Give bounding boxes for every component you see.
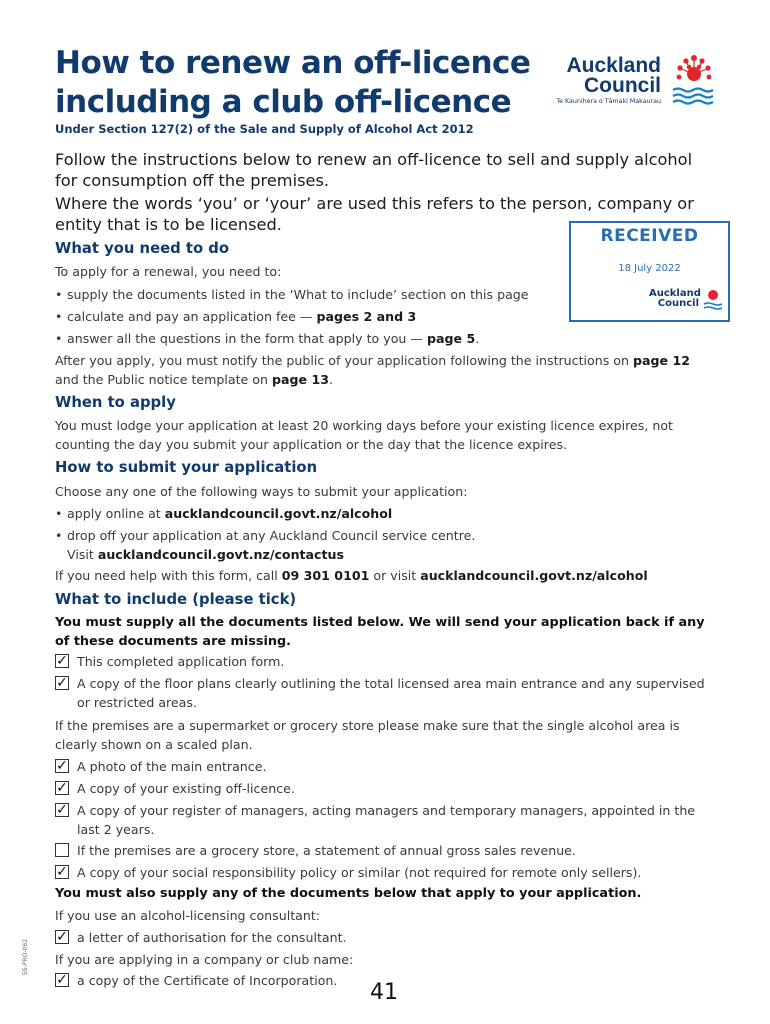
intro-paragraph-2: Where the words ‘you’ or ‘your’ are used this refers to the person, company or entity that is to be licensed. <box>55 194 694 234</box>
heading-how-to-submit: How to submit your application <box>55 459 318 476</box>
title-line-1: How to renew an off-licence <box>55 45 531 81</box>
checklist-item-authorisation-letter: ✓ a letter of authorisation for the consultant. <box>56 929 347 945</box>
submit-lead: Choose any one of the following ways to submit your application: <box>55 484 468 499</box>
stamp-title: RECEIVED <box>600 226 699 246</box>
page-title <box>55 44 530 122</box>
logo-word-auckland: Auckland <box>566 54 661 77</box>
company-lead: If you are applying in a company or club name: <box>55 952 354 967</box>
include-requirement: You must supply all the documents listed below. We will send your application back if any of these documents are missing. <box>55 615 705 649</box>
logo-word-council: Council <box>584 74 661 97</box>
checklist-item-managers-register: ✓ A copy of your register of managers, acting managers and temporary managers, appointed in the last 2 years. <box>56 802 696 837</box>
checklist-item-entrance-photo: ✓ A photo of the main entrance. <box>56 758 267 774</box>
checkbox[interactable] <box>55 843 69 857</box>
help-phone[interactable]: 09 301 0101 <box>281 568 370 583</box>
title-line-2: including a club off-licence <box>55 84 512 120</box>
list-item: • supply the documents listed in the ‘What to include’ section on this page <box>55 287 529 302</box>
list-item: • apply online at aucklandcouncil.govt.nz/alcohol <box>55 506 393 521</box>
intro-paragraph-1: Follow the instructions below to renew an off-licence to sell and supply alcohol for consumption off the premises. <box>55 150 693 190</box>
list-item: • calculate and pay an application fee — pages 2 and 3 <box>55 309 417 324</box>
stamp-flower-icon <box>702 287 724 311</box>
checkbox[interactable]: ✓ <box>56 972 68 988</box>
auckland-council-logo <box>556 52 721 110</box>
help-link[interactable]: aucklandcouncil.govt.nz/alcohol <box>420 568 648 583</box>
received-stamp <box>569 221 730 322</box>
checkbox[interactable]: ✓ <box>56 675 68 691</box>
contactus-link[interactable]: aucklandcouncil.govt.nz/contactus <box>97 547 344 562</box>
when-text: You must lodge your application at least 20 working days before your existing licence expires, not counting the day you submit your application or the day that the licence expires. <box>55 418 673 452</box>
page-subtitle: Under Section 127(2) of the Sale and Supply of Alcohol Act 2012 <box>55 122 474 136</box>
list-item: • answer all the questions in the form that apply to you — page 5. <box>55 331 480 346</box>
heading-when-to-apply: When to apply <box>55 394 176 411</box>
checklist-item-floor-plans: ✓ A copy of the floor plans clearly outlining the total licensed area main entrance and any supervised or restricted areas. <box>56 675 705 710</box>
consultant-lead: If you use an alcohol-licensing consultant: <box>55 908 321 923</box>
checkbox[interactable]: ✓ <box>56 780 68 796</box>
checklist-item-social-policy: ✓ A copy of your social responsibility policy or similar (not required for remote only sellers). <box>56 864 642 880</box>
checkbox[interactable]: ✓ <box>56 864 68 880</box>
checklist-item-existing-licence: ✓ A copy of your existing off-licence. <box>56 780 295 796</box>
what-to-do-lead: To apply for a renewal, you need to: <box>55 264 282 279</box>
alcohol-link[interactable]: aucklandcouncil.govt.nz/alcohol <box>164 506 393 521</box>
checkbox[interactable]: ✓ <box>56 758 68 774</box>
checklist-item-application-form: ✓ This completed application form. <box>56 653 285 669</box>
stamp-date: 18 July 2022 <box>618 263 681 274</box>
checkbox[interactable]: ✓ <box>56 802 68 818</box>
supermarket-note: If the premises are a supermarket or grocery store please make sure that the single alcohol area is clearly shown on a scaled plan. <box>55 718 680 752</box>
form-code: SS-PRO-062 <box>22 938 29 975</box>
heading-what-to-do: What you need to do <box>55 240 230 257</box>
pohutukawa-flower-icon <box>667 52 721 110</box>
checklist-item-gross-sales: If the premises are a grocery store, a statement of annual gross sales revenue. <box>55 841 576 860</box>
after-apply-text: After you apply, you must notify the public of your application following the instructions on page 12 and the Public notice template on page 13. <box>55 353 690 387</box>
page-number: 41 <box>370 980 398 1005</box>
also-supply-text: You must also supply any of the documents below that apply to your application. <box>55 886 642 901</box>
checkbox[interactable]: ✓ <box>56 653 68 669</box>
list-item: • drop off your application at any Auckland Council service centre. Visit aucklandcouncil.govt.nz/contactus <box>55 528 476 562</box>
help-text: If you need help with this form, call 09 301 0101 or visit aucklandcouncil.govt.nz/alcohol <box>55 568 648 583</box>
checklist-item-incorporation-certificate: ✓ a copy of the Certificate of Incorporation. <box>56 972 338 988</box>
stamp-logo: Auckland Council <box>649 288 701 309</box>
logo-tagline: Te Kaunihera o Tāmaki Makaurau <box>556 98 661 105</box>
checkbox[interactable]: ✓ <box>56 929 68 945</box>
heading-what-to-include: What to include (please tick) <box>55 591 297 608</box>
